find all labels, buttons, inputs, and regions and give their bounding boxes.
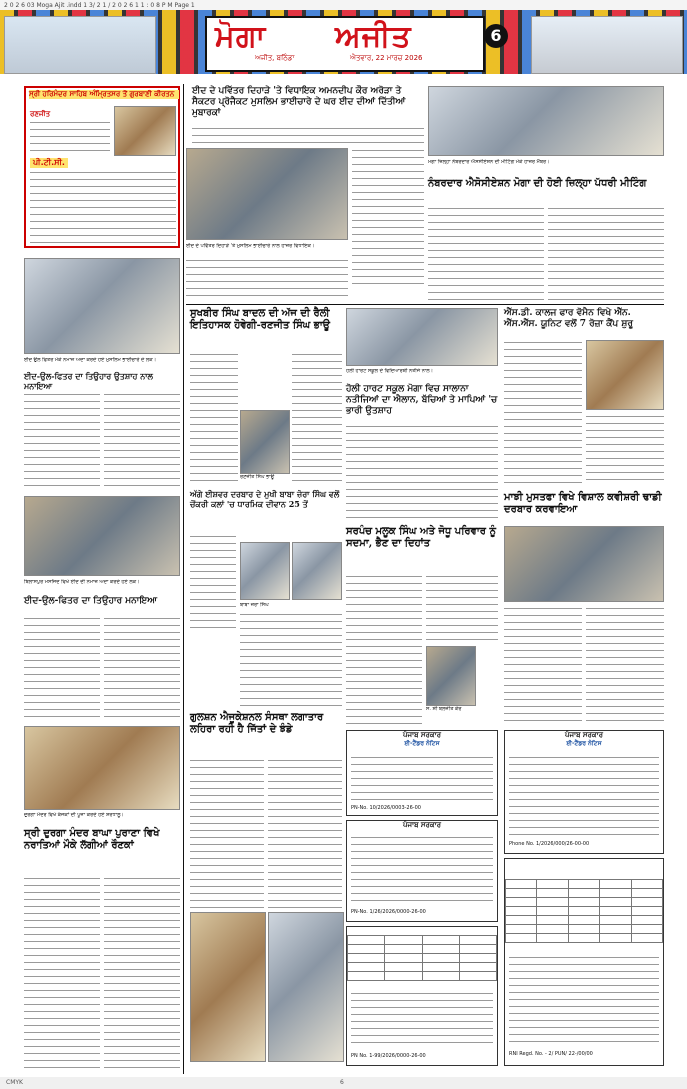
mosque-photo: [24, 496, 180, 576]
majha-photo: [504, 526, 664, 602]
eid-mla-photo: [186, 148, 348, 240]
tender-ad-5-text: [509, 955, 659, 1045]
tender-ad-5: [504, 858, 664, 1066]
baba-photo-2: [292, 542, 342, 600]
gurbani-ad-sub2: ਪੀ.ਟੀ.ਸੀ.: [30, 158, 68, 168]
eid-headline-1: ਈਦ-ਉਲ-ਫਿਤਰ ਦਾ ਤਿਉਹਾਰ ਉਤਸ਼ਾਹ ਨਾਲ ਮਨਾਇਆ: [24, 371, 153, 391]
baba-story: [190, 534, 236, 634]
mosque-caption: ਬਿਲਾਸਪੁਰ ਮਸਜਿਦ ਵਿਖੇ ਈਦ ਦੀ ਨਮਾਜ਼ ਅਦਾ ਕਰਦੇ ਹੋਏ ਲੋਕ।: [24, 579, 140, 585]
school-story: [346, 424, 498, 520]
footer-page: 6: [340, 1079, 344, 1086]
ranjit-photo: [240, 410, 290, 474]
tender-ad-4-phone: PN No. 1-99/2026/0000-26-00: [351, 1053, 426, 1059]
nss-story: [504, 340, 582, 486]
tender-ad-5-table: [505, 879, 663, 943]
gulshan-headline: ਗੁਲਸ਼ਨ ਐਜੂਕੇਸ਼ਨਲ ਸੰਸਥਾ ਲਗਾਤਾਰ ਲਹਿਰਾ ਰਹੀ ਹੈ ਜਿੱਤਾਂ ਦੇ ਝੰਡੇ: [190, 712, 324, 735]
tender-ad-1-head: ਪੰਜਾਬ ਸਰਕਾਰ: [402, 731, 441, 739]
ranjit-photo-tag: ਰਣਜੀਤ ਸਿੰਘ ਭਾਊ: [240, 474, 275, 480]
durga-story: [24, 876, 100, 1070]
top-story-text-2: [186, 258, 348, 300]
school-photo: [346, 308, 498, 366]
tender-ad-3: [504, 730, 664, 854]
temple-photo: [24, 726, 180, 810]
baba-photo-tag: ਬਾਬਾ ਜ਼ੋਰਾ ਸਿੰਘ: [240, 602, 269, 608]
masthead-title-ajit: ਅਜੀਤ: [335, 19, 412, 54]
masthead: [0, 10, 687, 74]
eid-namaz-caption: ਈਦ ਉਲ ਫਿਤਰ ਮੌਕੇ ਨਮਾਜ਼ ਅਦਾ ਕਰਦੇ ਹੋਏ ਮੁਸਲਿਮ ਭਾਈਚਾਰੇ ਦੇ ਲੋਕ।: [24, 357, 157, 363]
tender-ad-1-sub: ਈ-ਟੈਂਡਰ ਨੋਟਿਸ: [404, 740, 440, 747]
eid-story-1b: [104, 392, 180, 492]
school-caption: ਹੋਲੀ ਹਾਰਟ ਸਕੂਲ ਦੇ ਵਿਦਿਆਰਥੀ ਨਤੀਜੇ ਨਾਲ।: [346, 368, 434, 374]
eid-story-2b: [104, 616, 180, 720]
numberdar-story: [428, 206, 544, 302]
top-story-col: [352, 148, 424, 284]
gulshan-story-b: [268, 758, 342, 908]
durga-headline: ਸ੍ਰੀ ਦੁਰਗਾ ਮੰਦਰ ਬਾਘਾ ਪੁਰਾਣਾ ਵਿਖੇ ਨਰਾਤਿਆਂ ਮੌਕੇ ਲੱਗੀਆਂ ਰੌਣਕਾਂ: [24, 828, 160, 851]
numberdar-photo: [428, 86, 664, 156]
gulshan-photo-1: [190, 912, 266, 1062]
majha-headline: ਮਾਝੀ ਮੁਸਤਫਾ ਵਿਖੇ ਵਿਸ਼ਾਲ ਕਵੀਸ਼ਰੀ ਢਾਡੀ ਦਰਬਾਰ ਕਰਵਾਇਆ: [504, 492, 662, 515]
print-strip: 2 0 2 6 03 Moga Ajit .indd 1 3/ 2 1 / 2 0 2 6 1 1 : 0 8 P M Page 1: [0, 0, 687, 10]
masthead-photo-right: [531, 16, 683, 74]
nss-photo: [586, 340, 664, 410]
tender-ad-2-phone: PN-No. 1/26/2026/0000-26-00: [351, 909, 426, 915]
nss-headline: ਐੱਸ.ਡੀ. ਕਾਲਜ ਫਾਰ ਵੋਮੈਨ ਵਿਖੇ ਐੱਨ. ਐੱਸ.ਐੱਸ. ਯੂਨਿਟ ਵਲੋਂ 7 ਰੋਜ਼ਾ ਕੈਂਪ ਸ਼ੁਰੂ: [504, 308, 633, 329]
eid-story-1: [24, 392, 100, 492]
gurbani-ad: [24, 86, 180, 248]
majha-story-b: [586, 606, 664, 724]
tender-ad-1-text: [351, 755, 493, 801]
footer-cmyk: CMYK: [6, 1079, 23, 1086]
sukhbir-story-b: [292, 352, 342, 482]
tender-ad-3-phone: Phone No. 1/2026/000/26-00-00: [509, 841, 590, 847]
gulshan-photo-2: [268, 912, 344, 1062]
gurbani-ad-text: [30, 120, 110, 154]
golden-temple-photo: [114, 106, 176, 156]
numberdar-caption: ਮੋਗਾ ਜ਼ਿਲ੍ਹਾ ਨੰਬਰਦਾਰ ਐਸੋਸੀਏਸ਼ਨ ਦੀ ਮੀਟਿੰਗ ਮੌਕੇ ਹਾਜ਼ਰ ਮੈਂਬਰ।: [428, 159, 550, 165]
tender-ad-1-phone: PN-No. 10/2026/0003-26-00: [351, 805, 421, 811]
page-number: 6: [484, 24, 508, 48]
sarpanch-story-b: [426, 574, 498, 642]
top-story-text: [192, 126, 424, 144]
gulshan-story: [190, 758, 264, 908]
tender-ad-4: [346, 926, 498, 1066]
masthead-photo-left: [4, 16, 156, 74]
eid-headline-2: ਈਦ-ਉਲ-ਫਿਤਰ ਦਾ ਤਿਉਹਾਰ ਮਨਾਇਆ: [24, 596, 157, 606]
durga-story-b: [104, 876, 180, 1070]
numberdar-story-b: [548, 206, 664, 302]
eid-namaz-photo: [24, 258, 180, 354]
top-headline: ਈਦ ਦੇ ਪਵਿੱਤਰ ਦਿਹਾੜੇ 'ਤੇ ਵਿਧਾਇਕ ਅਮਨਦੀਪ ਕੌਰ ਅਰੋੜਾ ਤੇ ਸੈਕਟਰ ਪ੍ਰੋਜੈਕਟ ਮੁਸਲਿਮ ਭਾਈਚਾਰੇ ਦੇ ਘਰ ਈਦ ਦੀਆਂ ਦਿੱਤੀਆਂ ਮੁਬਾਰਕਾਂ: [192, 86, 406, 118]
sukhbir-story: [190, 352, 238, 482]
sukhbir-headline: ਸੁਖਬੀਰ ਸਿੰਘ ਬਾਦਲ ਦੀ ਅੱਜ ਦੀ ਰੈਲੀ ਇਤਿਹਾਸਕ ਹੋਵੇਗੀ-ਰਣਜੀਤ ਸਿੰਘ ਭਾਊ: [190, 308, 330, 331]
print-footer: [0, 1077, 687, 1089]
tender-ad-1: [346, 730, 498, 816]
gurbani-ad-title: ਸ੍ਰੀ ਹਰਿਮੰਦਰ ਸਾਹਿਬ ਅੰਮ੍ਰਿਤਸਰ ਤੋਂ ਗੁਰਬਾਣੀ ਕੀਰਤਨ: [29, 90, 179, 99]
tender-ad-4-text: [351, 991, 493, 1047]
masthead-date: ਐਤਵਾਰ, 22 ਮਾਰਚ 2026: [350, 54, 423, 62]
tender-ad-2-head: ਪੰਜਾਬ ਸਰਕਾਰ: [402, 821, 441, 829]
tender-ad-2-text: [351, 835, 493, 905]
baba-story-b: [240, 612, 342, 708]
h-rule-1: [186, 304, 664, 305]
nss-story-b: [586, 414, 664, 486]
eid-mla-caption: ਈਦ ਦੇ ਪਵਿੱਤਰ ਦਿਹਾੜੇ 'ਤੇ ਮੁਸਲਿਮ ਭਾਈਚਾਰੇ ਨਾਲ ਹਾਜ਼ਰ ਵਿਧਾਇਕ।: [186, 243, 315, 249]
gurbani-ad-text-2: [30, 170, 176, 244]
masthead-title-moga: ਮੋਗਾ: [215, 19, 267, 54]
tender-ad-3-sub: ਈ-ਟੈਂਡਰ ਨੋਟਿਸ: [566, 740, 602, 747]
tender-ad-5-footer: RNI Regd. No. - 2/ PUN/ 22-/00/00: [509, 1051, 593, 1057]
majha-story: [504, 606, 582, 724]
deceased-photo-tag: ਸ. ਸ਼ੀ ਬਲਜੀਤ ਕੌਰ: [426, 706, 462, 712]
temple-caption: ਦੁਰਗਾ ਮੰਦਰ ਵਿਖੇ ਕੰਜਕਾਂ ਦੀ ਪੂਜਾ ਕਰਦੇ ਹੋਏ ਸ਼ਰਧਾਲੂ।: [24, 812, 124, 818]
tender-ad-2: [346, 820, 498, 922]
deceased-photo: [426, 646, 476, 706]
sarpanch-story: [346, 574, 422, 724]
tender-ad-4-table: [347, 935, 497, 981]
tender-ad-3-head: ਪੰਜਾਬ ਸਰਕਾਰ: [564, 731, 603, 739]
numberdar-headline: ਨੰਬਰਦਾਰ ਐਸੋਸੀਏਸ਼ਨ ਮੋਗਾ ਦੀ ਹੋਈ ਜ਼ਿਲ੍ਹਾ ਪੱਧਰੀ ਮੀਟਿੰਗ: [428, 178, 647, 189]
tender-ad-3-text: [509, 755, 659, 837]
baba-headline: ਅੱਗੇ ਈਸ਼ਵਰ ਦਰਬਾਰ ਦੇ ਮੁਖੀ ਬਾਬਾ ਜ਼ੋਰਾ ਸਿੰਘ ਵਲੋਂ ਚੋਂਕਰੀ ਕਲਾਂ 'ਚ ਧਾਰਮਿਕ ਦੀਵਾਨ 25 ਤੋਂ: [190, 489, 340, 509]
sarpanch-headline: ਸਰਪੰਚ ਮਲੂਕ ਸਿੰਘ ਅਤੇ ਜੋਧੂ ਪਰਿਵਾਰ ਨੂੰ ਸਦਮਾ, ਭੈਣ ਦਾ ਦਿਹਾਂਤ: [346, 526, 496, 549]
eid-story-2: [24, 616, 100, 720]
masthead-subtitle: ਅਜੀਤ, ਬਠਿੰਡਾ: [255, 54, 295, 62]
gurbani-ad-sub1: ਰਣਜੀਤ: [30, 110, 51, 118]
column-rule-1: [183, 84, 184, 1074]
school-headline: ਹੋਲੀ ਹਾਰਟ ਸਕੂਲ ਮੋਗਾ ਵਿਚ ਸਾਲਾਨਾ ਨਤੀਜਿਆਂ ਦਾ ਐਲਾਨ, ਬੱਚਿਆਂ ਤੇ ਮਾਪਿਆਂ 'ਚ ਭਾਰੀ ਉਤਸ਼ਾਹ: [346, 384, 498, 416]
baba-photo-1: [240, 542, 290, 600]
